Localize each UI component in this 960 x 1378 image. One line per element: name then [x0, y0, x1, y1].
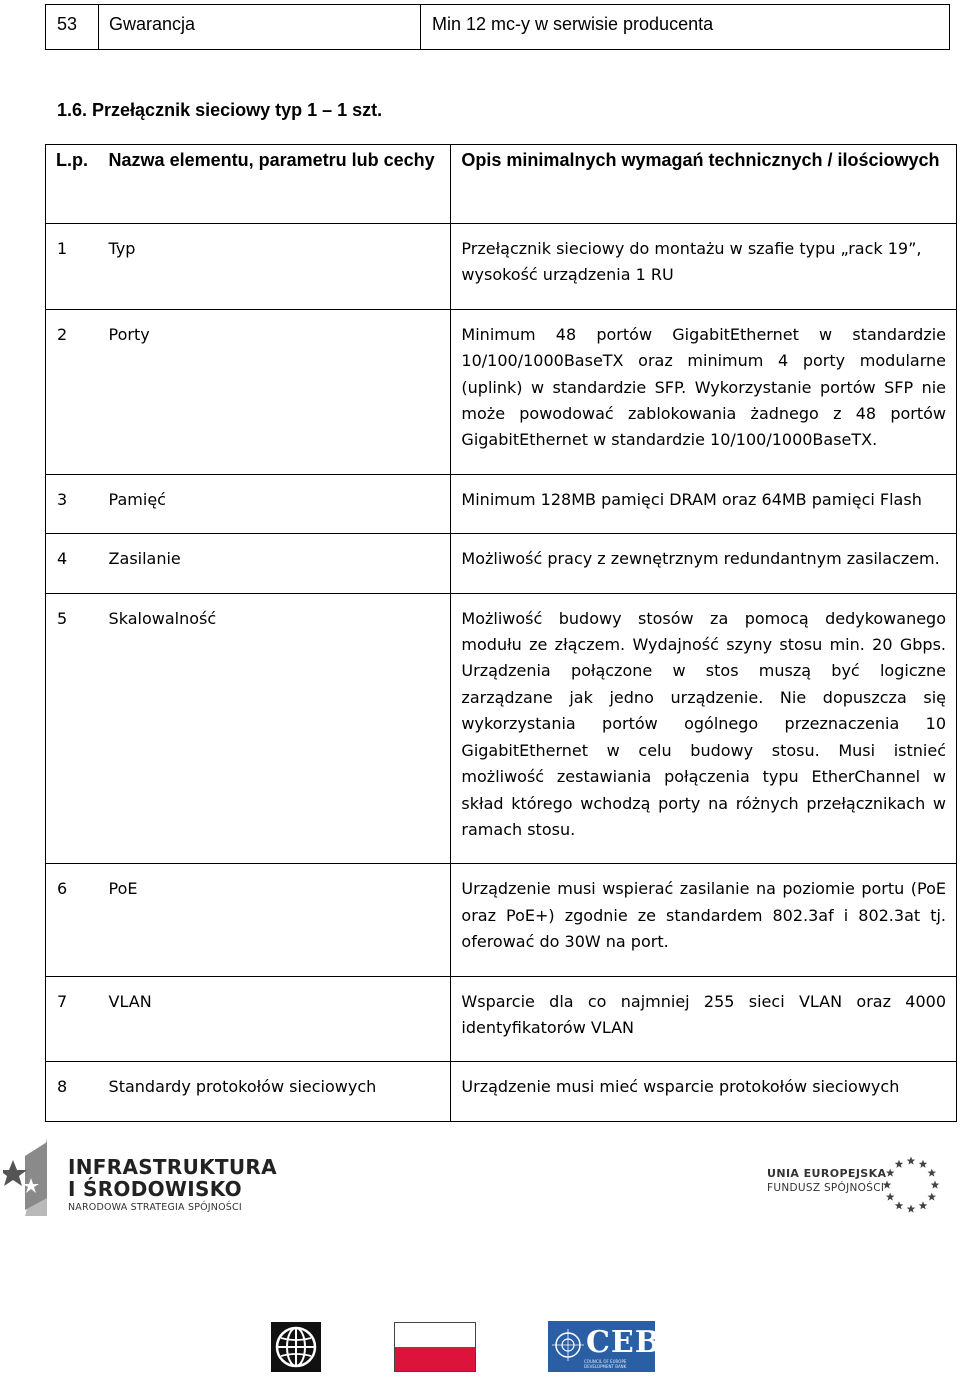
row-description: Urządzenie musi wspierać zasilanie na poziomie portu (PoE oraz PoE+) zgodnie ze standardem 802.3af i 802.3at tj. oferować do 30W na port. — [451, 864, 957, 976]
infra-line3: NARODOWA STRATEGIA SPÓJNOŚCI — [68, 1202, 242, 1213]
eu-star-icon — [886, 1193, 895, 1201]
eu-star-icon — [928, 1169, 937, 1177]
row-number: 7 — [46, 976, 99, 1062]
header-lp: L.p. — [46, 145, 99, 224]
eu-line2: FUNDUSZ SPÓJNOŚCI — [767, 1182, 885, 1194]
eu-star-icon — [907, 1157, 916, 1165]
row-description: Przełącznik sieciowy do montażu w szafie typu „rack 19”, wysokość urządzenia 1 RU — [451, 224, 957, 310]
row-number: 1 — [46, 224, 99, 310]
eu-star-icon — [883, 1181, 892, 1189]
header-description: Opis minimalnych wymagań technicznych / ilościowych — [451, 145, 957, 224]
row-name: Standardy protokołów sieciowych — [99, 1062, 451, 1121]
eu-flag-stars-icon — [878, 1152, 944, 1218]
table-row — [46, 224, 957, 310]
row-number: 8 — [46, 1062, 99, 1121]
row-value: Min 12 mc-y w serwisie producenta — [421, 5, 950, 50]
table-row — [46, 309, 957, 474]
row-number: 2 — [46, 309, 99, 474]
row-name: Porty — [99, 309, 451, 474]
warranty-table — [45, 4, 950, 50]
row-name: Skalowalność — [99, 593, 451, 864]
infra-line2: I ŚRODOWISKO — [68, 1177, 242, 1201]
table-header-row — [46, 145, 957, 224]
poland-flag-icon — [394, 1322, 476, 1372]
eu-star-icon — [919, 1160, 928, 1168]
row-number: 3 — [46, 474, 99, 533]
world-bank-logo-icon — [271, 1322, 321, 1372]
row-description: Możliwość budowy stosów za pomocą dedykowanego modułu ze złączem. Wydajność szyny stosu min. 20 Gbps. Urządzenia połączone w stos muszą być logiczne zarządzane jak jedno urządzenie. Nie dopuszcza się wykorzystania portów ogólnego przeznaczenia 10 GigabitEthernet w celu budowy stosu. Musi istnieć możliwość zestawiania połączenia typu EtherChannel w skład którego wchodzą porty na różnych przełącznikach w ramach stosu. — [451, 593, 957, 864]
row-description: Minimum 128MB pamięci DRAM oraz 64MB pamięci Flash — [451, 474, 957, 533]
row-name: Pamięć — [99, 474, 451, 533]
eu-star-icon — [919, 1201, 928, 1209]
table-row — [46, 1062, 957, 1121]
infra-line1: INFRASTRUKTURA — [68, 1155, 277, 1179]
eu-line1: UNIA EUROPEJSKA — [767, 1167, 887, 1180]
row-name: Typ — [99, 224, 451, 310]
row-description: Minimum 48 portów GigabitEthernet w standardzie 10/100/1000BaseTX oraz minimum 4 porty modularne (uplink) w standardzie SFP. Wykorzystanie portów SFP nie może powodować zablokowania żadnego z 48 portów GigabitEthernet w standardzie 10/100/1000BaseTX. — [451, 309, 957, 474]
header-name: Nazwa elementu, parametru lub cechy — [99, 145, 451, 224]
table-row — [46, 5, 950, 50]
ceb-logo — [548, 1321, 662, 1372]
ceb-text: CEB — [586, 1325, 662, 1360]
row-description: Wsparcie dla co najmniej 255 sieci VLAN oraz 4000 identyfikatorów VLAN — [451, 976, 957, 1062]
table-row — [46, 474, 957, 533]
table-row — [46, 976, 957, 1062]
infrastruktura-logo-icon — [3, 1138, 63, 1216]
row-name: Zasilanie — [99, 534, 451, 593]
eu-text — [767, 1167, 886, 1194]
row-number: 5 — [46, 593, 99, 864]
table-row — [46, 534, 957, 593]
row-number: 6 — [46, 864, 99, 976]
section-heading: 1.6. Przełącznik sieciowy typ 1 – 1 szt. — [57, 100, 383, 120]
row-number: 53 — [46, 5, 99, 50]
row-description: Możliwość pracy z zewnętrznym redundantnym zasilaczem. — [451, 534, 957, 593]
row-name: PoE — [99, 864, 451, 976]
row-number: 4 — [46, 534, 99, 593]
row-description: Urządzenie musi mieć wsparcie protokołów sieciowych — [451, 1062, 957, 1121]
eu-star-icon — [886, 1169, 895, 1177]
spec-table — [45, 144, 957, 1122]
row-name: Gwarancja — [99, 5, 421, 50]
eu-star-icon — [895, 1160, 904, 1168]
eu-star-icon — [907, 1205, 916, 1213]
row-name: VLAN — [99, 976, 451, 1062]
table-row — [46, 864, 957, 976]
table-row — [46, 593, 957, 864]
ceb-emblem-icon — [548, 1321, 584, 1372]
eu-star-icon — [895, 1201, 904, 1209]
eu-star-icon — [928, 1193, 937, 1201]
eu-star-icon — [931, 1181, 940, 1189]
infrastruktura-text — [68, 1156, 277, 1213]
ceb-subtitle: COUNCIL OF EUROPE DEVELOPMENT BANK — [584, 1359, 627, 1369]
